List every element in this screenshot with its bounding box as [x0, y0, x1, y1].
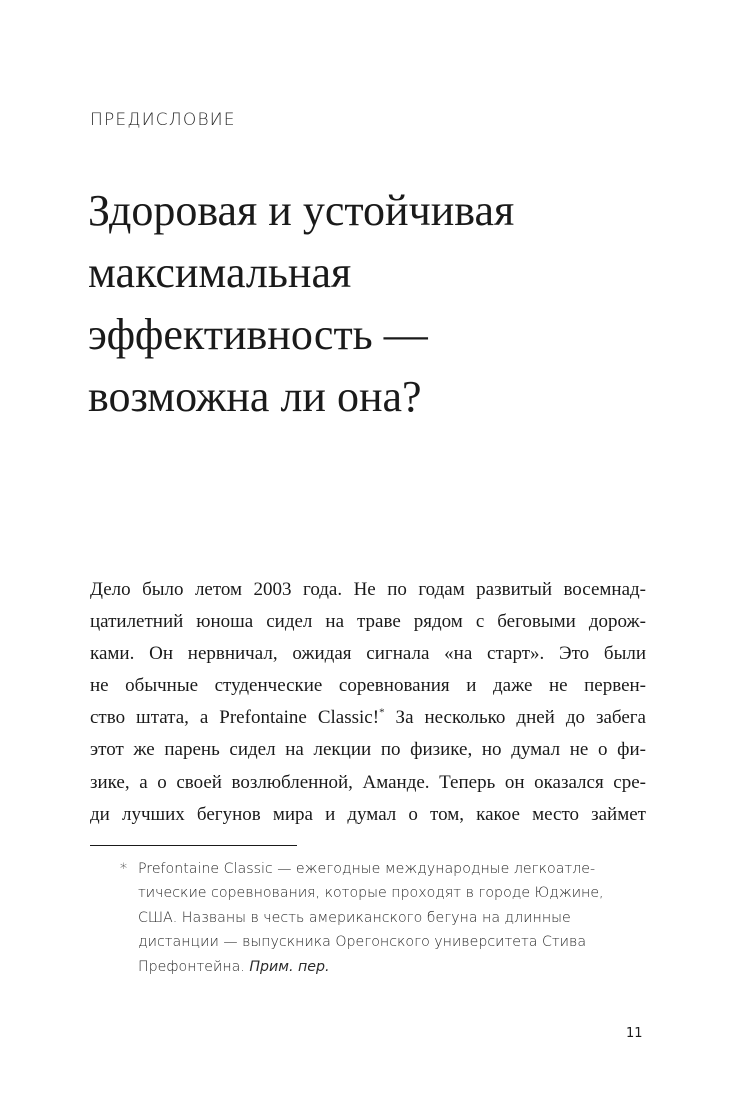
chapter-title	[88, 180, 668, 428]
translator-note: Прим. пер.	[249, 958, 330, 975]
body-line: не обычные студенческие соревнования и даже не первен-	[90, 675, 646, 697]
body-line: зике, а о своей возлюбленной, Аманде. Теперь он оказался сре-	[90, 771, 646, 793]
body-line: цатилетний юноша сидел на траве рядом с беговыми дорож-	[90, 611, 646, 633]
footnote-divider	[90, 845, 297, 846]
chapter-title-line: возможна ли она?	[88, 372, 422, 421]
page-number: 11	[626, 1026, 643, 1041]
section-label: ПРЕДИСЛОВИЕ	[90, 110, 236, 130]
footnote-text	[138, 857, 610, 979]
chapter-title-line: Здоровая и устойчивая	[88, 186, 515, 235]
footnote-line: США. Названы в честь американского бегуна на длинные	[138, 909, 571, 926]
body-line: ди лучших бегунов мира и думал о том, какое место займет	[90, 803, 646, 825]
footnote	[120, 857, 610, 979]
footnote-marker: *	[120, 861, 128, 877]
footnote-line: тические соревнования, которые проходят в городе Юджине,	[138, 885, 604, 902]
chapter-title-line: максимальная	[88, 248, 352, 297]
body-line-segment: ство штата, а Prefontaine Classic!	[90, 707, 380, 729]
body-paragraph	[90, 574, 646, 831]
footnote-line: дистанции — выпускника Орегонского университета Стива	[138, 934, 587, 951]
footnote-line	[138, 955, 610, 979]
body-line: Дело было летом 2003 года. Не по годам развитый восемнад-	[90, 579, 646, 600]
footnote-reference: *	[379, 707, 385, 720]
body-line-segment: За несколько дней до забега	[395, 707, 646, 729]
body-line	[90, 702, 646, 734]
chapter-title-line: эффективность —	[88, 310, 428, 359]
footnote-line: Prefontaine Classic — ежегодные международные легкоатле-	[138, 861, 596, 877]
footnote-line-text: Префонтейна.	[138, 958, 245, 975]
body-line: этот же парень сидел на лекции по физике, но думал не о фи-	[90, 739, 646, 761]
body-line: ками. Он нервничал, ожидая сигнала «на старт». Это были	[90, 643, 646, 665]
